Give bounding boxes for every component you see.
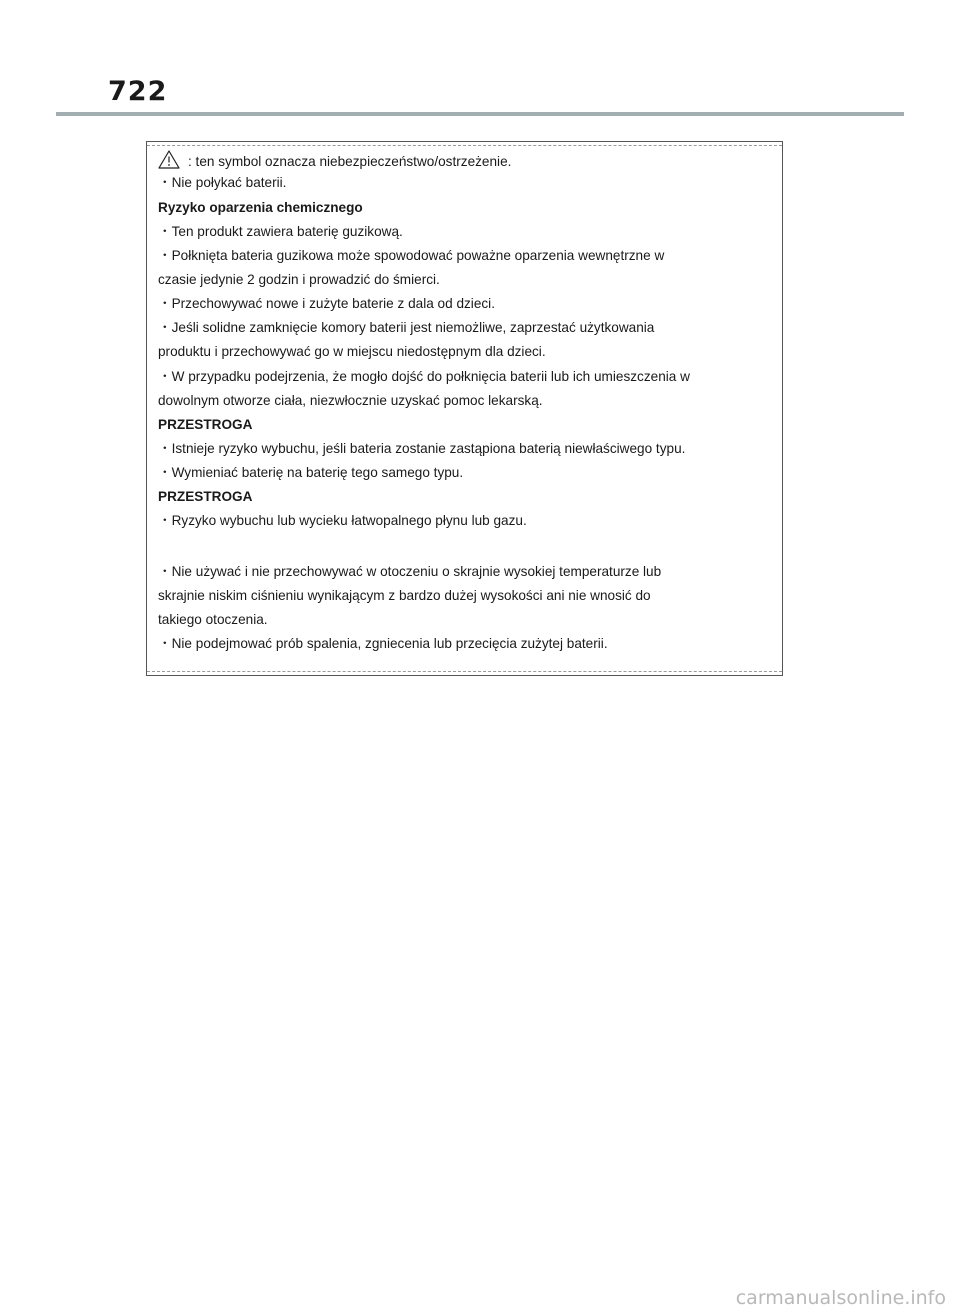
dashed-bottom-border xyxy=(147,671,782,672)
section-heading: PRZESTROGA xyxy=(158,489,253,504)
warning-text-line: ・Połknięta bateria guzikowa może spowodować poważne oparzenia wewnętrzne w xyxy=(158,248,665,263)
warning-text-line: czasie jedynie 2 godzin i prowadzić do śmierci. xyxy=(158,272,440,287)
page-number: 722 xyxy=(108,76,168,107)
warning-text-line: ・Nie używać i nie przechowywać w otoczeniu o skrajnie wysokiej temperaturze lub xyxy=(158,564,662,579)
warning-text-line: ・Ten produkt zawiera baterię guzikową. xyxy=(158,224,403,239)
warning-text-line: ・Ryzyko wybuchu lub wycieku łatwopalnego płynu lub gazu. xyxy=(158,513,527,528)
symbol-note-line xyxy=(158,150,511,173)
warning-text-line: ・Wymieniać baterię na baterię tego samego typu. xyxy=(158,465,464,480)
warning-text-line: ・Jeśli solidne zamknięcie komory baterii jest niemożliwe, zaprzestać użytkowania xyxy=(158,320,655,335)
warning-text-line: ・Przechowywać nowe i zużyte baterie z dala od dzieci. xyxy=(158,296,495,311)
symbol-note-text: : ten symbol oznacza niebezpieczeństwo/ostrzeżenie. xyxy=(188,154,512,169)
warning-text-line: takiego otoczenia. xyxy=(158,612,268,627)
watermark-text: carmanualsonline.info xyxy=(735,1287,946,1309)
warning-text-line: ・Nie połykać baterii. xyxy=(158,175,287,190)
section-heading: PRZESTROGA xyxy=(158,417,253,432)
warning-text-line: ・Istnieje ryzyko wybuchu, jeśli bateria zostanie zastąpiona baterią niewłaściwego typu. xyxy=(158,441,686,456)
warning-text-line: dowolnym otworze ciała, niezwłocznie uzyskać pomoc lekarską. xyxy=(158,393,543,408)
warning-text-line: skrajnie niskim ciśnieniu wynikającym z bardzo dużej wysokości ani nie wnosić do xyxy=(158,588,651,603)
section-heading: Ryzyko oparzenia chemicznego xyxy=(158,200,363,215)
warning-text-line: produktu i przechowywać go w miejscu niedostępnym dla dzieci. xyxy=(158,344,546,359)
warning-triangle-icon xyxy=(158,150,180,173)
warning-text-line: ・W przypadku podejrzenia, że mogło dojść do połknięcia baterii lub ich umieszczenia w xyxy=(158,369,690,384)
dashed-top-border xyxy=(147,145,782,146)
warning-text-line: ・Nie podejmować prób spalenia, zgniecenia lub przecięcia zużytej baterii. xyxy=(158,636,608,651)
header-rule xyxy=(56,112,904,116)
